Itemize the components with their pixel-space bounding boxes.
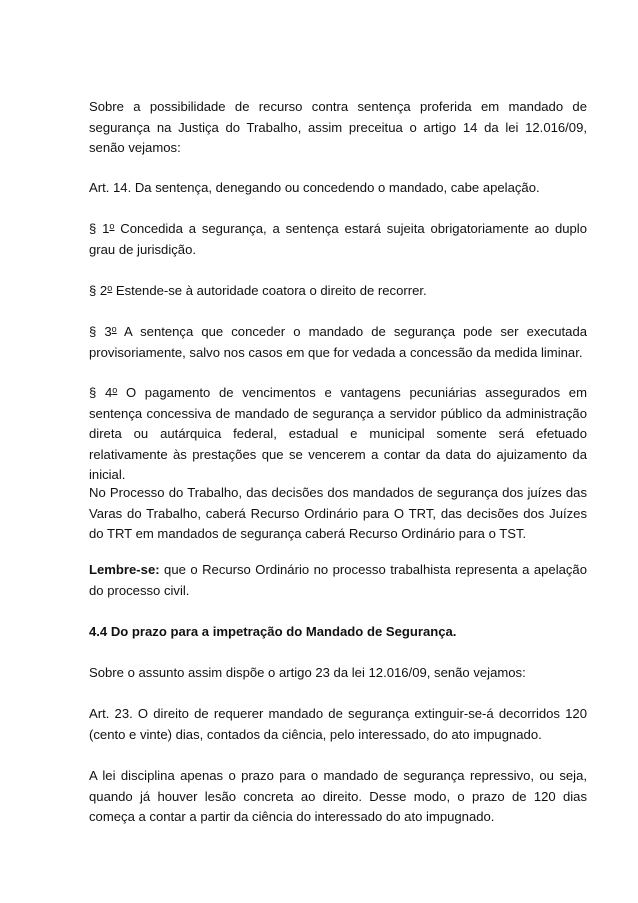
- clause-2-text: Estende-se à autoridade coatora o direito de recorrer.: [112, 283, 427, 298]
- clause-2-sign: § 2: [89, 283, 108, 298]
- article-23-intro-paragraph: Sobre o assunto assim dispõe o artigo 23 da lei 12.016/09, senão vejamos:: [89, 665, 526, 680]
- remember-paragraph: [89, 560, 587, 601]
- remember-text: que o Recurso Ordinário no processo trabalhista representa a apelação do processo civil.: [89, 562, 587, 598]
- section-heading: 4.4 Do prazo para a impetração do Mandado de Segurança.: [89, 624, 457, 639]
- clause-1-ordinal: o: [109, 221, 115, 231]
- clause-4-text: O pagamento de vencimentos e vantagens pecuniárias assegurados em sentença concessiva de mandado de segurança a servidor público da administração direta ou autárquica federal, estadual e municipal somente será efetuado relativamente às prestações que se vencerem a contar da data do ajuizamento da inicial.: [89, 385, 587, 482]
- paragraph-2-clause: [89, 281, 587, 302]
- clause-3-text: A sentença que conceder o mandado de segurança pode ser executada provisoriamente, salvo nos casos em que for vedada a concessão da medida liminar.: [89, 324, 588, 360]
- clause-4-sign: § 4: [89, 385, 113, 400]
- paragraph-4-clause: [89, 383, 587, 486]
- deadline-paragraph: A lei disciplina apenas o prazo para o mandado de segurança repressivo, ou seja, quando já houver lesão concreta ao direito. Desse modo, o prazo de 120 dias começa a contar a partir da ciência do interessado do ato impugnado.: [89, 768, 587, 824]
- clause-4-ordinal: o: [112, 385, 118, 395]
- paragraph-3-clause: [89, 322, 587, 363]
- intro-paragraph: Sobre a possibilidade de recurso contra sentença proferida em mandado de segurança na Justiça do Trabalho, assim preceitua o artigo 14 da lei 12.016/09, senão vejamos:: [89, 99, 587, 155]
- remember-label: Lembre-se:: [89, 562, 160, 577]
- clause-3-ordinal: o: [111, 324, 117, 334]
- article-14-paragraph: Art. 14. Da sentença, denegando ou concedendo o mandado, cabe apelação.: [89, 180, 540, 195]
- labor-process-paragraph: No Processo do Trabalho, das decisões dos mandados de segurança dos juízes das Varas do Trabalho, caberá Recurso Ordinário para O TRT, das decisões dos Juízes do TRT em mandados de segurança caberá Recurso Ordinário para o TST.: [89, 485, 587, 541]
- clause-1-sign: § 1: [89, 221, 110, 236]
- article-23-paragraph: Art. 23. O direito de requerer mandado de segurança extinguir-se-á decorridos 120 (cento e vinte) dias, contados da ciência, pelo interessado, do ato impugnado.: [89, 706, 587, 742]
- clause-1-text: Concedida a segurança, a sentença estará sujeita obrigatoriamente ao duplo grau de jurisdição.: [89, 221, 588, 257]
- paragraph-1-clause: [89, 219, 587, 260]
- clause-2-ordinal: o: [107, 283, 113, 293]
- clause-3-sign: § 3: [89, 324, 112, 339]
